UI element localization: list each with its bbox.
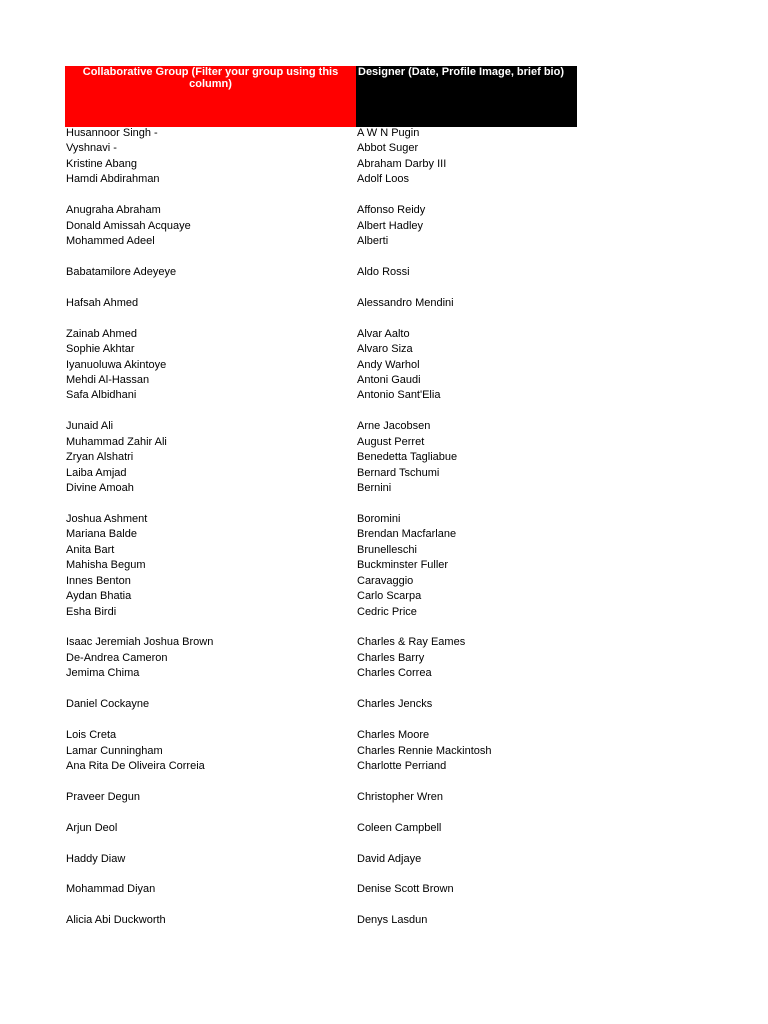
designer-cell[interactable]: A W N Pugin [357,127,420,139]
designer-cell[interactable]: David Adjaye [357,852,422,865]
designer-cell[interactable]: Bernard Tschumi [357,466,440,479]
designer-column-header[interactable] [356,66,577,127]
table-row [0,250,768,265]
table-row [0,821,768,836]
designer-cell[interactable]: Brendan Macfarlane [357,528,457,541]
group-cell[interactable]: Laiba Amjad [66,466,127,479]
group-cell[interactable]: Aydan Bhatia [66,590,132,603]
group-cell[interactable]: Joshua Ashment [66,512,148,525]
designer-cell[interactable]: Andy Warhol [357,358,420,371]
table-row [0,790,768,805]
table-row [0,219,768,234]
designer-cell[interactable]: Charles Barry [357,651,425,664]
group-cell[interactable]: Esha Birdi [66,605,117,618]
designer-cell[interactable]: Arne Jacobsen [357,420,431,433]
group-cell[interactable]: Arjun Deol [66,821,118,834]
designer-cell[interactable]: Buckminster Fuller [357,559,449,572]
table-row [0,774,768,789]
table-row [0,697,768,712]
table-row [0,203,768,218]
table-row [0,126,768,141]
group-cell[interactable]: Babatamilore Adeyeye [66,265,177,278]
group-cell[interactable]: Praveer Degun [66,790,140,803]
table-row [0,635,768,650]
table-row [0,759,768,774]
designer-cell[interactable]: Brunelleschi [357,543,417,556]
table-row [0,141,768,156]
designer-cell[interactable]: Charles Rennie Mackintosh [357,744,492,757]
table-row [0,311,768,326]
designer-cell[interactable]: Boromini [357,512,401,525]
group-cell[interactable]: Anugraha Abraham [66,204,161,217]
designer-cell[interactable]: Carlo Scarpa [357,590,422,603]
table-row [0,728,768,743]
table-row [0,651,768,666]
table-row [0,867,768,882]
table-row [0,620,768,635]
designer-cell[interactable]: Alessandro Mendini [357,296,454,309]
table-row [0,836,768,851]
group-cell[interactable]: Mahisha Begum [66,559,146,572]
table-row [0,574,768,589]
table-row [0,234,768,249]
designer-cell[interactable]: Abraham Darby III [357,157,447,170]
designer-cell[interactable]: Christopher Wren [357,790,443,803]
table-row [0,713,768,728]
table-row [0,265,768,280]
group-cell[interactable]: Husannoor Singh - [66,127,158,139]
designer-cell[interactable]: Alvar Aalto [357,327,410,340]
table-row [0,172,768,187]
designer-cell[interactable]: August Perret [357,435,425,448]
group-cell[interactable]: Mohammed Adeel [66,235,155,248]
group-column-header[interactable] [65,66,356,127]
table-row [0,805,768,820]
table-row [0,188,768,203]
table-row [0,497,768,512]
group-cell[interactable]: Divine Amoah [66,482,134,495]
table-row [0,898,768,913]
table-row [0,744,768,759]
group-cell[interactable]: Mohammad Diyan [66,883,156,896]
designer-cell[interactable]: Caravaggio [357,574,414,587]
group-cell[interactable]: Mariana Balde [66,528,137,541]
table-row [0,373,768,388]
table-row [0,404,768,419]
table-row [0,913,768,928]
designer-cell[interactable]: Charles Moore [357,729,430,742]
table-row [0,435,768,450]
group-cell[interactable]: Safa Albidhani [66,389,137,402]
table-body [0,126,768,929]
table-row [0,419,768,434]
designer-cell[interactable]: Charlotte Perriand [357,759,447,772]
designer-cell[interactable]: Coleen Campbell [357,821,442,834]
designer-cell[interactable]: Albert Hadley [357,219,424,232]
group-cell[interactable]: Isaac Jeremiah Joshua Brown [66,636,214,649]
group-cell[interactable]: Zainab Ahmed [66,327,137,340]
group-column-header-label: Collaborative Group (Filter your group using this column) [82,66,339,90]
designer-cell[interactable]: Antoni Gaudi [357,374,421,386]
group-cell[interactable]: Lamar Cunningham [66,744,163,757]
designer-cell[interactable]: Antonio Sant'Elia [357,389,441,402]
table-row [0,450,768,465]
table-row [0,558,768,573]
group-cell[interactable]: Lois Creta [66,729,117,742]
designer-cell[interactable]: Cedric Price [357,605,417,618]
designer-column-header-label: Designer (Date, Profile Image, brief bio) [358,66,564,78]
designer-cell[interactable]: Denys Lasdun [357,914,428,927]
designer-cell[interactable]: Denise Scott Brown [357,883,454,896]
group-cell[interactable]: Sophie Akhtar [66,343,135,356]
group-cell[interactable]: Mehdi Al-Hassan [66,374,150,386]
group-cell[interactable]: Muhammad Zahir Ali [66,435,167,448]
table-row [0,280,768,295]
group-cell[interactable]: Anita Bart [66,543,115,556]
designer-cell[interactable]: Charles Jencks [357,698,433,711]
table-row [0,682,768,697]
table-row [0,852,768,867]
group-cell[interactable]: Jemima Chima [66,667,140,680]
table-row [0,466,768,481]
designer-cell[interactable]: Abbot Suger [357,142,419,155]
group-cell[interactable]: Kristine Abang [66,157,137,170]
table-row [0,882,768,897]
group-cell[interactable]: Iyanuoluwa Akintoye [66,358,167,371]
group-cell[interactable]: Innes Benton [66,574,131,587]
table-row [0,589,768,604]
table-row [0,388,768,403]
designer-cell[interactable]: Alberti [357,235,389,248]
group-cell[interactable]: Donald Amissah Acquaye [66,219,191,232]
group-cell[interactable]: Junaid Ali [66,420,114,433]
table-row [0,666,768,681]
table-row [0,527,768,542]
group-cell[interactable]: Hamdi Abdirahman [66,173,160,186]
table-row [0,358,768,373]
group-cell[interactable]: Daniel Cockayne [66,698,150,711]
group-cell[interactable]: Haddy Diaw [66,852,126,865]
table-row [0,605,768,620]
designer-cell[interactable]: Charles Correa [357,667,432,680]
designer-cell[interactable]: Charles & Ray Eames [357,636,466,649]
group-cell[interactable]: De-Andrea Cameron [66,651,168,664]
group-cell[interactable]: Alicia Abi Duckworth [66,914,166,927]
table-row [0,296,768,311]
table-row [0,543,768,558]
table-row [0,327,768,342]
designer-cell[interactable]: Affonso Reidy [357,204,426,217]
designer-cell[interactable]: Benedetta Tagliabue [357,451,458,464]
table-row [0,512,768,527]
designer-cell[interactable]: Aldo Rossi [357,265,410,278]
group-cell[interactable]: Zryan Alshatri [66,451,134,464]
designer-cell[interactable]: Bernini [357,482,392,495]
table-row [0,481,768,496]
table-row [0,157,768,172]
designer-cell[interactable]: Alvaro Siza [357,343,413,356]
designer-cell[interactable]: Adolf Loos [357,173,409,186]
group-cell[interactable]: Hafsah Ahmed [66,296,139,309]
group-cell[interactable]: Vyshnavi - [66,142,117,155]
table-row [0,342,768,357]
group-cell[interactable]: Ana Rita De Oliveira Correia [66,759,205,772]
